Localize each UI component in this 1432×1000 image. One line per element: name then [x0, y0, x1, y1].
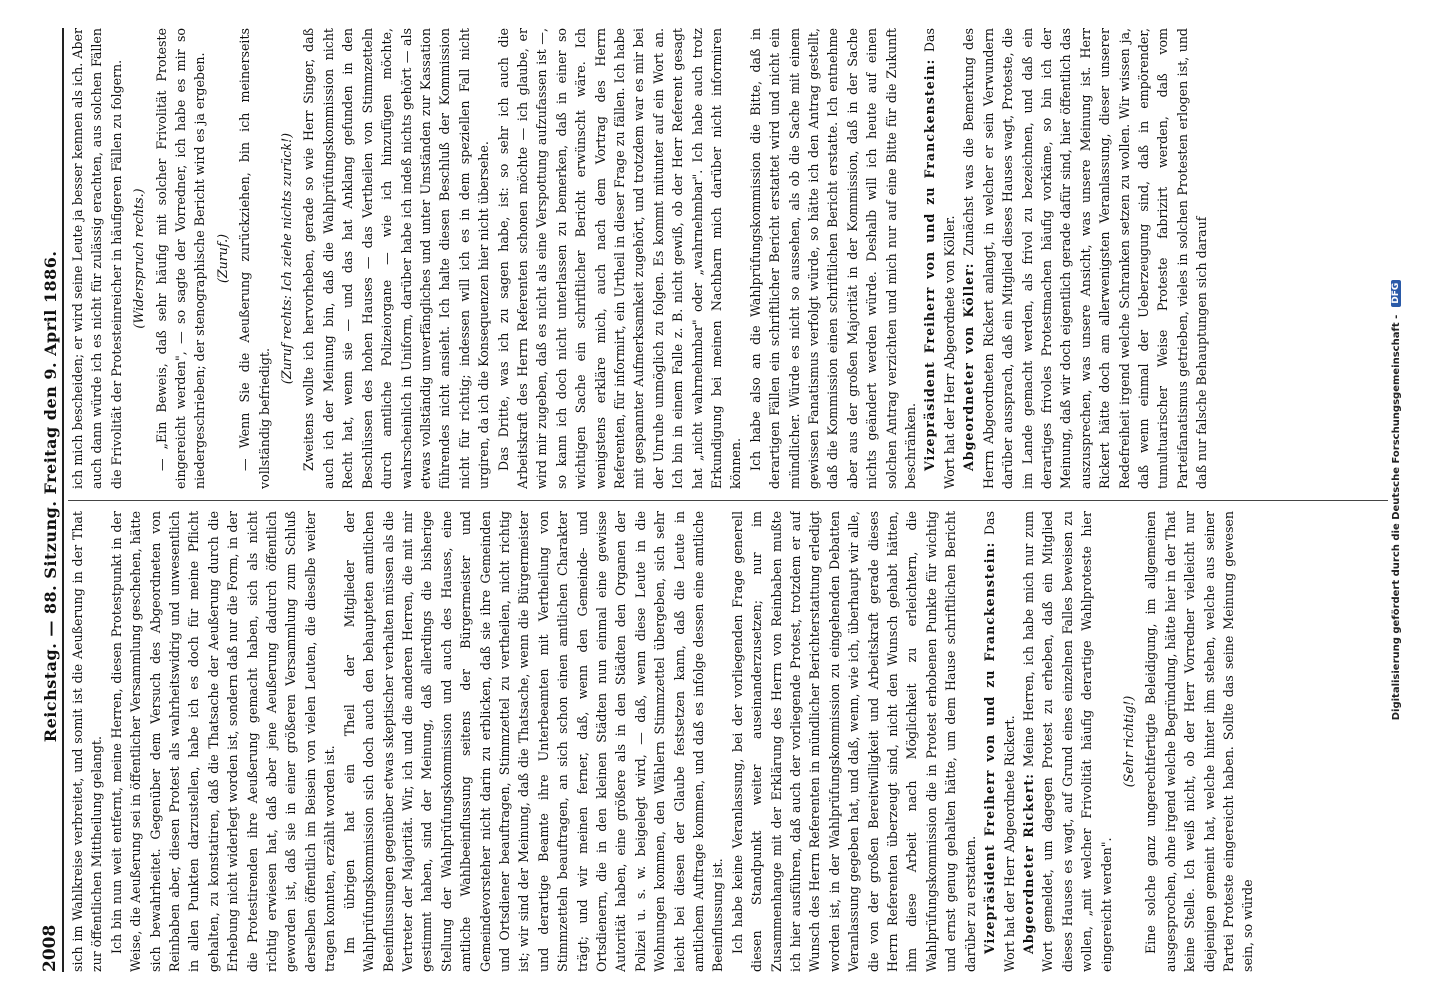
- interjection: (Widerspruch rechts.): [131, 188, 147, 329]
- speaker-paragraph: [1019, 511, 1116, 972]
- interjection: (Zuruf.): [214, 233, 230, 284]
- page-number: 2008: [40, 924, 60, 972]
- speaker-paragraph: [959, 28, 1211, 489]
- page-header: [30, 28, 60, 972]
- speaker-paragraph: [920, 28, 959, 489]
- interjection: (Zuruf rechts: Ich ziehe nichts zurück!): [279, 132, 295, 385]
- text-columns: [68, 28, 1388, 972]
- dfg-logo: DFG: [1391, 280, 1401, 307]
- speech-text: Das Wort hat der Herr Abgeordnete Rickert.: [982, 511, 1017, 972]
- speaker-paragraph: [980, 511, 1019, 972]
- paragraph: Ich habe keine Veranlassung, bei der vorliegenden Frage generell diesen Standpunkt weiter auseinanderzusetzen; nur im Zusammenhange mit der Erklärung des Herrn von Reinbaben mußte ich hier ausführen, daß auch der vorliegende Protest, trotzdem er auf Wunsch des Herrn Referenten in mündlicher Berichterstattung erledigt worden ist, in der Wahlprüfungskommission zu eingehenden Debatten Veranlassung gegeben hat, und daß, wenn, wie ich, überhaupt wir alle, die von der großen Bereitwilligkeit und Arbeitskraft gerade dieses Herrn Referenten überzeugt sind, nicht den Wunsch gehabt hätten, ihm diese Arbeit nach Möglichkeit zu erleichtern, die Wahlprüfungskommission die in Protest erhobenen Punkte für wichtig und ernst genug gehalten hätte, um dem Hause schriftlichen Bericht darüber zu erstatten.: [729, 511, 978, 972]
- paragraph: ich mich bescheiden; er wird seine Leute ja besser kennen als ich. Aber auch dann würde ich es nicht für zulässig erachten, aus solchen Fällen die Frivolität der Protesteinreicher in häufigeren Fällen zu folgern.: [70, 28, 124, 489]
- paragraph: — „Ein Beweis, daß sehr häufig mit solcher Frivolität Proteste eingereicht werden", — so sagte der Vorredner, ich habe es mir so niedergeschrieben; der stenographische Bericht wird es ja ergeben.: [153, 28, 208, 489]
- speech-text: Zunächst was die Bemerkung des Herrn Abgeordneten Rickert anlangt, in welcher er sein Verwundern darüber aussprach, daß ein Mitglied dieses Hauses wagt, Proteste, die im Lande gemacht werden, als frivol zu bezeichnen, und daß ein derartiges frivoles Protestmachen häufig vorkäme, so bin ich der Meinung, daß wir doch eigentlich gerade dafür sind, hier öffentlich das auszusprechen, was unsere Ansicht, was unsere Meinung ist. Herr Rickert hätte doch am allerwenigsten Veranlassung, dieser unserer Redefreiheit irgend welche Schranken setzen zu wollen. Wir wissen ja, daß wenn einmal der Ueberzeugung sind, daß in empörender, tumultuarischer Weise Proteste fabrizirt werden, daß vom Parteifanatismus getrieben, vieles in solchen Protesten erlogen ist, und daß nur falsche Behauptungen sich darauf: [961, 28, 1210, 489]
- speaker-name: Vizepräsident Freiherr von und zu Franckenstein:: [922, 58, 938, 471]
- digitization-footer: [1388, 120, 1404, 880]
- interjection: (Sehr richtig!): [1120, 695, 1136, 788]
- paragraph: Ich habe also an die Wahlprüfungskommission die Bitte, daß in derartigen Fällen ein schriftlicher Bericht erstattet wird und nicht ein mündlicher. Würde es nicht so aussehen, als ob die Sache mit einem gewissen Fanatismus verfolgt würde, so hätte ich den Antrag gestellt, daß die Kommission einen schriftlichen Bericht erstatte. Ich entnehme aber aus der großen Majorität in der Kommission, daß in der Sache nichts geändert werden würde. Deshalb will ich heute auf einen solchen Antrag verzichten und mich nur auf eine Bitte für die Zukunft beschränken.: [747, 28, 919, 489]
- speaker-name: Abgeordneter Rickert:: [1020, 773, 1036, 954]
- paragraph: Zweitens wollte ich hervorheben, gerade so wie Herr Singer, daß auch ich der Meinung bin, daß die Wahlprüfungskommission nicht Recht hat, wenn sie — und das hat Anklang gefunden in den Beschlüssen des hohen Hauses — das Vertheilen von Stimmzetteln durch amtliche Polizeiorgane — wie ich hinzufügen möchte, wahrscheinlich in Uniform, darüber habe ich indeß nichts gehört — als etwas vollständig unverfängliches und unter Umständen zur Kassation führendes nicht ansieht. Ich halte diesen Beschluß der Kommission nicht für richtig; indessen will ich es in dem speziellen Fall nicht urgiren, da ich die Konsequenzen hier nicht übersehe.: [301, 28, 492, 489]
- right-column: [68, 28, 1388, 489]
- speech-text: Das Wort hat der Herr Abgeordnete von Köller.: [922, 28, 957, 489]
- digitization-note: Digitalisierung gefördert durch die Deutsche Forschungsgemeinschaft -: [1390, 314, 1402, 721]
- paragraph: Das Dritte, was ich zu sagen habe, ist: so sehr ich auch die Arbeitskraft des Herrn Referenten schonen möchte — ich glaube, er wird mir zugeben, daß es nicht als eine Verspottung aufzufassen ist —, so kann ich doch nicht unterlassen zu bemerken, daß in einer so wichtigen Sache ein schriftlicher Bericht erwünscht wäre. Ich wenigstens erkläre mich, auch nach dem Vortrag des Herrn Referenten, für informirt, ein Urtheil in dieser Frage zu fällen. Ich habe mit gespannter Aufmerksamkeit zugehört, und trotzdem war es mir bei der Unruhe unmöglich zu folgen. Es kommt mitunter auf ein Wort an. Ich bin in einem Falle z. B. nicht gewiß, ob der Herr Referent gesagt hat „nicht wahrnehmbar" oder „wahrnehmbar". Ich habe auch trotz Erkundigung bei meinen Nachbarn mich darüber nicht informiren können.: [495, 28, 744, 489]
- left-column: [68, 511, 1388, 972]
- speaker-name: Vizepräsident Freiherr von und zu Franckenstein:: [982, 541, 998, 954]
- running-title: Reichstag. — 88. Sitzung. Freitag den 9. April 1886.: [41, 250, 60, 743]
- paragraph: Ich bin nun weit entfernt, meine Herren, diesen Protestpunkt in der Weise, die Aeußerung sei in öffentlicher Versammlung geschehen, hätte sich bewahrheitet. Gegenüber dem Versuch des Abgeordneten von Reinbaben aber, diesen Protest als wahrheitswidrig und unwesentlich in allen Punkten darzustellen, habe ich es doch für meine Pflicht gehalten, zu konstatiren, daß die Thatsache der Aeußerung durch die Erhebung nicht widerlegt worden ist, sondern daß nur die Form, in der die Protestirenden ihre Aeußerung gemacht haben, sich als nicht richtig erwiesen hat, daß aber jene Aeußerung dadurch öffentlich geworden ist, daß sie in einer größeren Versammlung zum Schluß derselben öffentlich im Beisein von vielen Leuten, die dieselbe weiter tragen konnten, erzählt worden ist.: [108, 511, 338, 972]
- speaker-name: Abgeordneter von Köller:: [961, 262, 977, 471]
- paragraph: Im übrigen hat ein Theil der Mitglieder der Wahlprüfungskommission sich doch auch den behaupteten amtlichen Beeinflussungen gegenüber etwas skeptischer verhalten müssen als die Vertreter der Majorität. Wir, ich und die anderen Herren, die mit mir gestimmt haben, sind der Meinung, daß allerdings die bisherige Stellung der Wahlprüfungskommission und auch des Hauses, eine amtliche Wahlbeeinflussung seitens der Bürgermeister und Gemeindevorsteher nicht darin zu erblicken, daß sie ihre Gemeinden und Ortsdiener beauftragen, Stimmzettel zu vertheilen, nicht richtig ist; wir sind der Meinung, daß die Thatsache, wenn die Bürgermeister und derartige Beamte ihre Unterbeamten mit Vertheilung von Stimmzetteln beauftragen, an sich schon einen amtlichen Charakter trägt; und wir meinen ferner, daß, wenn den Gemeinde- und Ortsdienern, die in den kleinen Städten nun einmal eine gewisse Autorität haben, eine größere als in den Städten den Organen der Polizei u. s. w. beigelegt wird, — daß, wenn diese Leute in die Wohnungen kommen, den Wählern Stimmzettel übergeben, sich sehr leicht bei diesen der Glaube festsetzen kann, daß die Leute in amtlichem Auftrage kommen, und daß es infolge dessen eine amtliche Beeinflussung ist.: [341, 511, 726, 972]
- header-rule: [62, 28, 64, 972]
- paragraph: — Wenn Sie die Aeußerung zurückziehen, bin ich meinerseits vollständig befriedigt.: [237, 28, 272, 489]
- speech-text: Meine Herren, ich habe mich nur zum Wort gemeldet, um dagegen Protest zu erheben, daß ein Mitglied dieses Hauses es wagt, auf Grund eines einzelnen Falles beweisen zu wollen, „mit welcher Frivolität häufig derartige Wahlproteste hier eingereicht werden".: [1020, 511, 1114, 972]
- paragraph: Eine solche ganz ungerechtfertigte Beleidigung, im allgemeinen ausgesprochen, ohne irgend welche Begründung, hätte hier in der That keine Stelle. Ich weiß nicht, ob der Herr Vorredner vielleicht nur diejenigen gemeint hat, welche hinter ihm stehen, welche aus seiner Partei Proteste eingereicht haben. Sollte das seine Meinung gewesen sein, so würde: [1143, 511, 1256, 972]
- paragraph: sich im Wahlkreise verbreitet, und somit ist die Aeußerung in der That zur öffentlichen Mittheilung gelangt.: [70, 511, 105, 972]
